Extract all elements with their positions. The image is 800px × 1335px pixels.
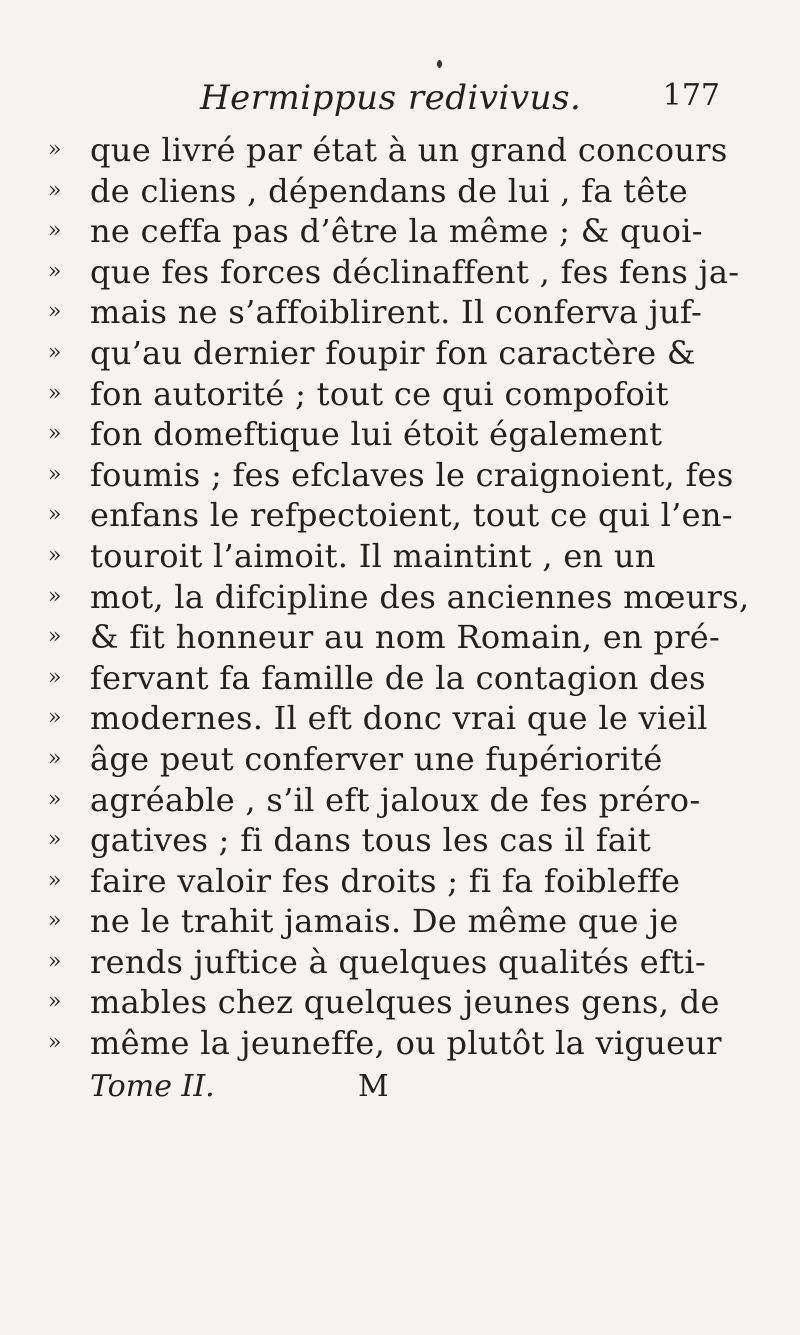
ink-speck (437, 60, 442, 68)
line-text: & fit honneur au nom Romain, en pré- (90, 618, 721, 657)
quotation-mark: » (48, 339, 62, 365)
quotation-mark: » (48, 542, 62, 568)
quotation-mark: » (48, 1030, 62, 1056)
quotation-mark: » (48, 624, 62, 650)
page-header (200, 78, 720, 126)
text-line (48, 495, 768, 536)
line-text: ne le trahit jamais. De même que je (90, 902, 679, 941)
line-text: que fes forces déclinaffent , fes fens ja- (90, 252, 740, 291)
text-line (48, 739, 768, 780)
text-line (48, 901, 768, 942)
text-line (48, 1023, 768, 1064)
line-text: faire valoir fes droits ; fi fa foibleffe (90, 861, 681, 900)
text-line (48, 617, 768, 658)
quotation-mark: » (48, 948, 62, 974)
quotation-mark: » (48, 137, 62, 162)
quotation-mark: » (48, 299, 62, 325)
quotation-mark: » (48, 745, 62, 771)
text-line (48, 211, 768, 252)
line-text: que livré par état à un grand concours (90, 131, 728, 169)
text-line (48, 130, 768, 171)
line-text: rends juftice à quelques qualités efti- (90, 942, 706, 981)
line-text: touroit l’aimoit. Il maintint , en un (90, 536, 656, 575)
quotation-mark: » (48, 218, 62, 244)
line-text: gatives ; fi dans tous les cas il fait (90, 821, 651, 860)
text-line (48, 698, 768, 739)
running-title: Hermippus redivivus. (200, 78, 582, 118)
text-line (48, 171, 768, 212)
line-text: fon domeftique lui étoit également (90, 415, 663, 454)
text-line (48, 577, 768, 618)
text-line (48, 414, 768, 455)
text-line (48, 455, 768, 496)
line-text: mais ne s’affoiblirent. Il conferva juf- (90, 293, 703, 332)
quotation-mark: » (48, 786, 62, 812)
gathering-mark: M (358, 1069, 389, 1104)
quotation-mark: » (48, 461, 62, 487)
line-text: enfans le refpectoient, tout ce qui l’en- (90, 496, 733, 535)
text-line (48, 982, 768, 1023)
line-text: mables chez quelques jeunes gens, de (90, 983, 720, 1022)
quotation-mark: » (48, 583, 62, 609)
line-text: fervant fa famille de la contagion des (90, 658, 706, 697)
text-line (48, 861, 768, 902)
quotation-mark: » (48, 380, 62, 406)
line-text: agréable , s’il eft jaloux de fes préro- (90, 780, 701, 819)
quotation-mark: » (48, 502, 62, 528)
quotation-mark: » (48, 258, 62, 284)
line-text: qu’au dernier foupir fon caractère & (90, 333, 696, 372)
line-text: mot, la difcipline des anciennes mœurs, (90, 577, 750, 616)
text-line (48, 658, 768, 699)
text-line (48, 252, 768, 293)
text-line (48, 333, 768, 374)
quotation-mark: » (48, 908, 62, 934)
page-footer (90, 1067, 770, 1107)
quotation-mark: » (48, 664, 62, 690)
text-line (48, 820, 768, 861)
page-number: 177 (662, 78, 720, 113)
text-line (48, 780, 768, 821)
line-text: même la jeuneffe, ou plutôt la vigueur (90, 1024, 722, 1063)
quotation-mark: » (48, 827, 62, 853)
quotation-mark: » (48, 989, 62, 1015)
line-text: foumis ; fes efclaves le craignoient, fes (90, 455, 734, 494)
quotation-mark: » (48, 421, 62, 447)
line-text: ne ceffa pas d’être la même ; & quoi- (90, 212, 703, 251)
quotation-mark: » (48, 177, 62, 203)
volume-signature: Tome II. (90, 1069, 215, 1104)
text-line (48, 292, 768, 333)
line-text: de cliens , dépendans de lui , fa tête (90, 171, 688, 210)
text-line (48, 374, 768, 415)
line-text: modernes. Il eft donc vrai que le vieil (90, 699, 708, 738)
text-line (48, 536, 768, 577)
text-line (48, 942, 768, 983)
line-text: âge peut conferver une fupériorité (90, 739, 663, 778)
line-text: fon autorité ; tout ce qui compofoit (90, 374, 669, 413)
quotation-mark: » (48, 867, 62, 893)
body-text (48, 130, 768, 1064)
quotation-mark: » (48, 705, 62, 731)
